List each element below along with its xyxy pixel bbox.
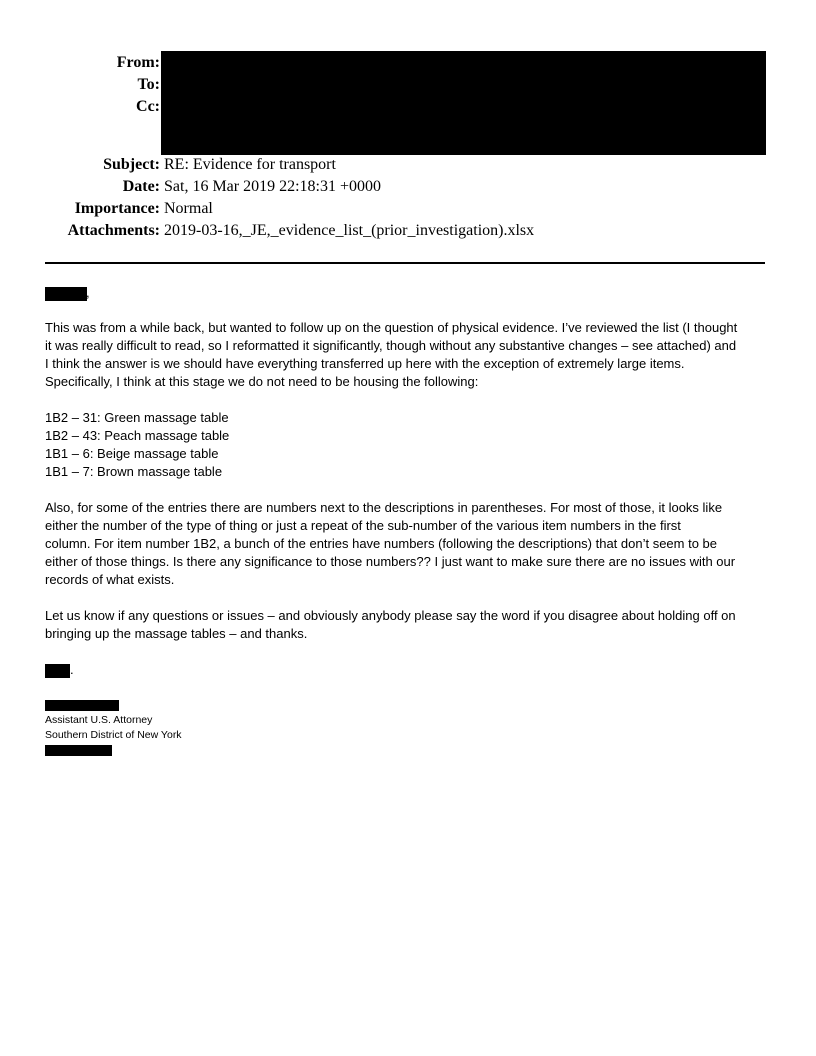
importance-value: Normal — [164, 200, 213, 217]
paragraph-line: This was from a while back, but wanted to follow up on the question of physical evidence. I’ve reviewed the list (I thought — [45, 320, 738, 335]
date-value: Sat, 16 Mar 2019 22:18:31 +0000 — [164, 178, 382, 195]
paragraph-line: Also, for some of the entries there are numbers next to the descriptions in parentheses. For most of those, it looks like — [45, 500, 723, 515]
paragraph-3 — [45, 607, 780, 643]
evidence-item: 1B2 – 31: Green massage table — [45, 410, 229, 425]
paragraph-line: records of what exists. — [45, 572, 175, 587]
evidence-item: 1B2 – 43: Peach massage table — [45, 428, 230, 443]
to-label: To: — [137, 76, 160, 93]
redaction-greeting-name — [45, 287, 87, 301]
signature-office: Southern District of New York — [45, 729, 182, 741]
evidence-item: 1B1 – 6: Beige massage table — [45, 446, 219, 461]
cc-label: Cc: — [136, 98, 160, 115]
redaction-signoff-name — [45, 664, 70, 678]
redaction-signature-contact — [45, 745, 112, 756]
paragraph-line: bringing up the massage tables – and thanks. — [45, 626, 308, 641]
paragraph-line: Let us know if any questions or issues – and obviously anybody please say the word if you disagree about holding off on — [45, 608, 736, 623]
paragraph-line: it was really difficult to read, so I reformatted it significantly, though without any substantive changes – see attached) and — [45, 338, 737, 353]
header-divider — [45, 262, 765, 264]
subject-label: Subject: — [103, 156, 160, 173]
header-subject-row — [0, 154, 816, 176]
signature-title: Assistant U.S. Attorney — [45, 714, 153, 726]
redaction-signature-name — [45, 700, 119, 711]
paragraph-line: either the number of the type of thing or just a repeat of the sub-number of the various item numbers in the first — [45, 518, 681, 533]
paragraph-line: either of those things. Is there any significance to those numbers?? I just want to make sure there are no issues with our — [45, 554, 736, 569]
from-label: From: — [116, 54, 160, 71]
date-label: Date: — [122, 178, 160, 195]
header-date-row — [0, 176, 816, 198]
importance-label: Importance: — [74, 200, 160, 217]
subject-value: RE: Evidence for transport — [164, 156, 336, 173]
attachments-value[interactable]: 2019-03-16,_JE,_evidence_list_(prior_investigation).xlsx — [164, 222, 535, 239]
paragraph-1 — [45, 319, 780, 391]
header-importance-row — [0, 198, 816, 220]
header-attachments-row — [0, 220, 816, 242]
signoff-period: . — [70, 662, 74, 677]
evidence-item: 1B1 – 7: Brown massage table — [45, 464, 223, 479]
redaction-recipients — [161, 51, 766, 155]
paragraph-line: column. For item number 1B2, a bunch of the entries have numbers (following the descriptions) that don’t seem to be — [45, 536, 718, 551]
greeting-comma: , — [86, 285, 90, 300]
attachments-label: Attachments: — [67, 222, 160, 239]
paragraph-line: I think the answer is we should have everything transferred up here with the exception of extremely large items. — [45, 356, 685, 371]
paragraph-2 — [45, 499, 780, 589]
paragraph-line: Specifically, I think at this stage we do not need to be housing the following: — [45, 374, 479, 389]
